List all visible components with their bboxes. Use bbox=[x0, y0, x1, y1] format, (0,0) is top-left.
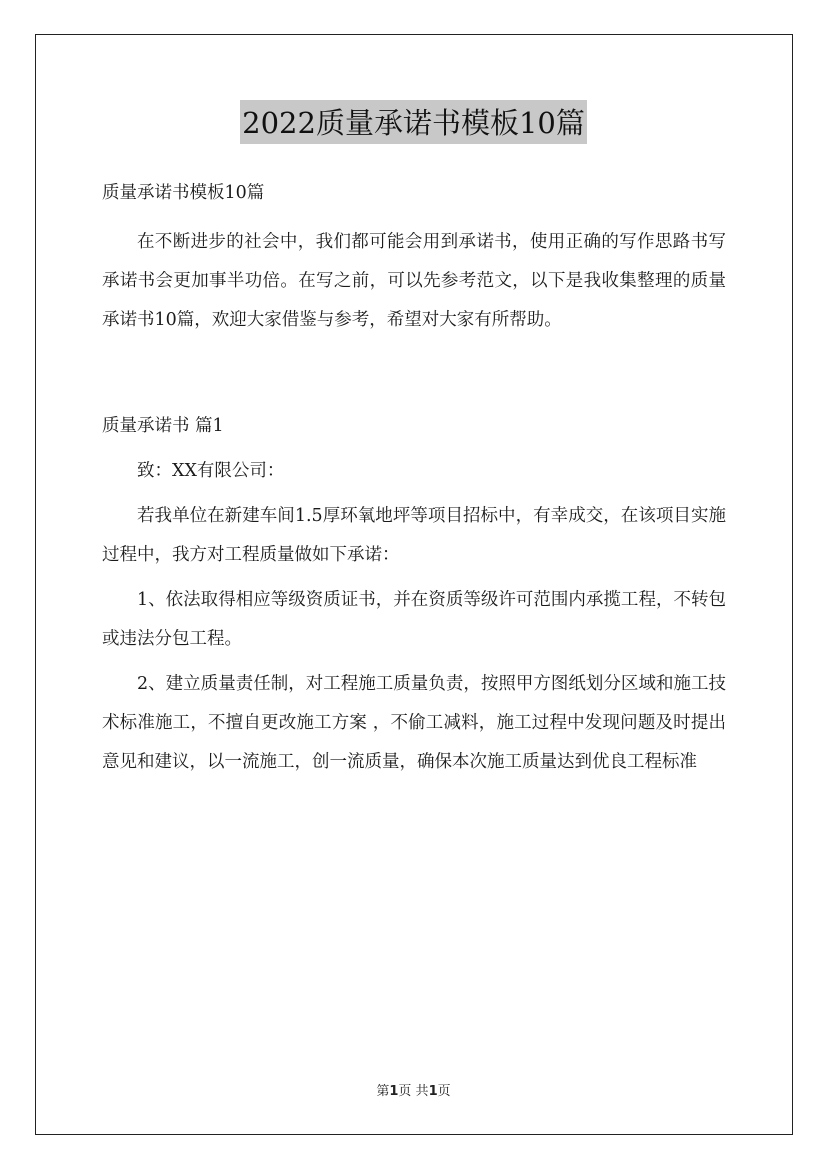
commitment-item-2: 2、建立质量责任制，对工程施工质量负责，按照甲方图纸划分区域和施工技术标准施工，不擅自更改施工方案 ，不偷工减料，施工过程中发现问题及时提出意见和建议，以一流施工，创一流质量，确保本次施工质量达到优良工程标准 bbox=[102, 674, 726, 772]
footer-page-total: 1 bbox=[428, 1084, 438, 1099]
footer-mid: 页 共 bbox=[398, 1084, 429, 1099]
footer-suffix: 页 bbox=[437, 1084, 451, 1099]
footer-prefix: 第 bbox=[376, 1084, 390, 1099]
commitment-item-1: 1、依法取得相应等级资质证书，并在资质等级许可范围内承揽工程，不转包或违法分包工程。 bbox=[102, 590, 726, 649]
page-footer bbox=[0, 1083, 827, 1101]
intro-paragraph: 在不断进步的社会中，我们都可能会用到承诺书，使用正确的写作思路书写承诺书会更加事半功倍。在写之前，可以先参考范文，以下是我收集整理的质量承诺书10篇，欢迎大家借鉴与参考，希望对大家有所帮助。 bbox=[102, 232, 726, 330]
subtitle: 质量承诺书模板10篇 bbox=[102, 183, 265, 203]
footer-page-current: 1 bbox=[389, 1084, 399, 1099]
section-heading: 质量承诺书 篇1 bbox=[102, 416, 224, 436]
document-body bbox=[102, 174, 726, 782]
document-title: 2022质量承诺书模板10篇 bbox=[240, 100, 587, 144]
paragraph-1: 若我单位在新建车间1.5厚环氧地坪等项目招标中，有幸成交，在该项目实施过程中，我方对工程质量做如下承诺： bbox=[102, 506, 726, 565]
title-container bbox=[0, 100, 827, 144]
salutation: 致：XX有限公司： bbox=[137, 461, 285, 481]
